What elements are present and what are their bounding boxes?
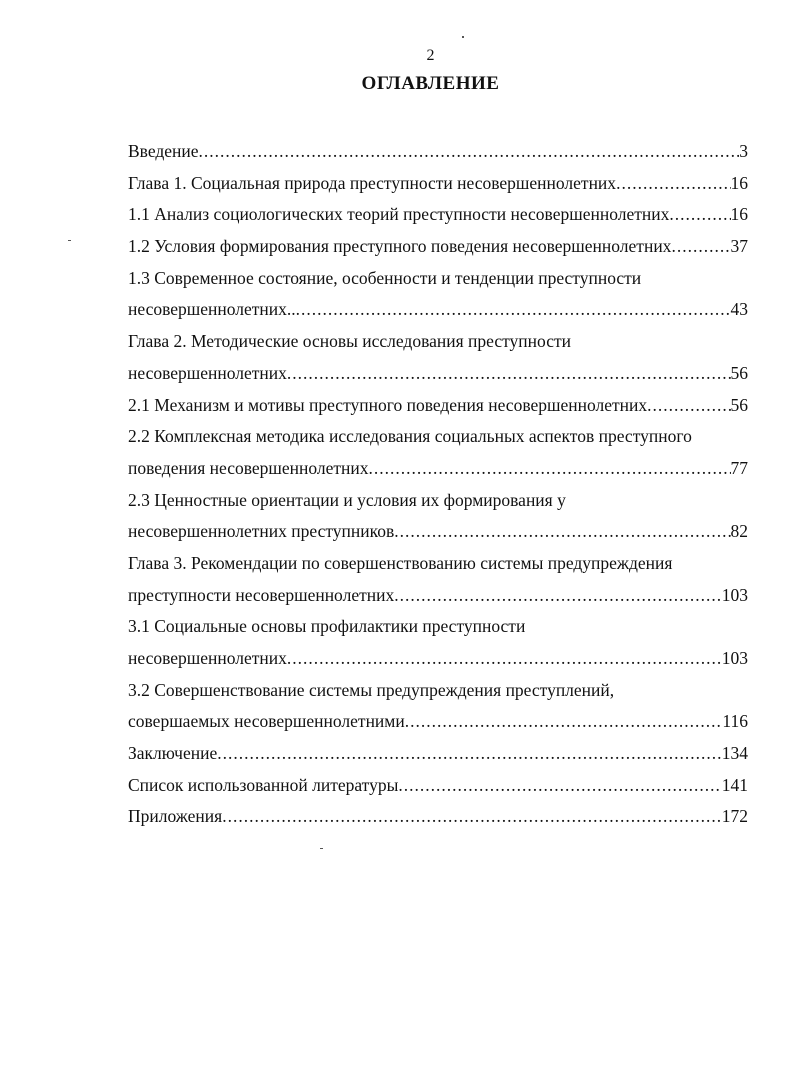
toc-entry-label: Глава 1. Социальная природа преступности несовершеннолетних [128,172,617,193]
dot-leader [394,580,722,612]
toc-entry-section-3-2 [128,706,748,738]
toc-entry-label: несовершеннолетних.. [128,299,296,320]
toc-entry-title-line: 2.3 Ценностные ориентации и условия их формирования у [128,489,566,510]
toc-entry-label: Введение [128,141,199,161]
toc-page-number: 37 [730,236,748,257]
toc-page-number: 103 [721,648,748,668]
dot-leader [287,643,722,675]
toc-entry-section-1-2 [128,231,748,263]
toc-entry-label: совершаемых несовершеннолетними [128,711,405,732]
toc-entry-label: Приложения [128,806,223,827]
toc-entry-label: преступности несовершеннолетних [128,584,395,605]
toc-entry-chapter-3 [128,580,748,612]
scan-speck [320,848,323,849]
toc-entry-section-1-1 [128,199,748,231]
toc-page-number: 16 [730,172,748,193]
toc-entry-conclusion [128,738,748,770]
toc-page-number: 56 [730,362,748,383]
toc-entry-title-line: 2.2 Комплексная методика исследования социальных аспектов преступного [128,426,692,447]
dot-leader [287,358,731,390]
toc-entry-label: поведения несовершеннолетних [128,457,369,478]
toc-entry-label: Заключение [128,743,218,764]
toc-entry-label: 2.1 Механизм и мотивы преступного поведения несовершеннолетних [128,394,648,415]
toc-entry-section-1-3 [128,294,748,326]
toc-entry-appendices [128,801,748,833]
toc-page-number: 3 [739,141,748,161]
dot-leader [671,231,730,263]
toc-entry-section-3-1 [128,643,748,675]
page-title: ОГЛАВЛЕНИЕ [361,73,500,94]
toc-entry-label: 1.2 Условия формирования преступного поведения несовершеннолетних [128,236,672,257]
dot-leader [398,770,721,802]
toc-page-number: 172 [721,806,748,827]
toc-page-number: 56 [730,394,748,415]
toc-entry-label: несовершеннолетних [128,648,287,668]
toc-page-number: 134 [721,743,748,764]
dot-leader [669,199,730,231]
toc-entry-bibliography [128,770,748,802]
toc-page-number: 141 [721,774,748,795]
table-of-contents [128,136,748,833]
dot-leader [394,516,730,548]
toc-page-number: 116 [722,711,748,732]
toc-entry-label: Список использованной литературы [128,774,399,795]
dot-leader [405,706,723,738]
dot-leader [616,168,730,200]
toc-page-number: 77 [730,457,748,478]
toc-entry-section-2-3 [128,516,748,548]
scan-speck [462,36,464,38]
toc-page-number: 82 [730,521,748,542]
dot-leader [222,801,722,833]
toc-page-number: 43 [730,299,748,320]
toc-entry-chapter-2 [128,358,748,390]
dot-leader [199,136,740,168]
toc-page-number: 16 [730,204,748,225]
toc-entry-title-line: Глава 3. Рекомендации по совершенствованию системы предупреждения [128,552,673,573]
dot-leader [217,738,722,770]
toc-entry-label: 1.1 Анализ социологических теорий преступности несовершеннолетних [128,204,670,225]
dot-leader [369,453,731,485]
toc-entry-title-line: 1.3 Современное состояние, особенности и тенденции преступности [128,267,642,288]
toc-entry-label: несовершеннолетних преступников [128,521,395,542]
toc-entry-label: несовершеннолетних [128,362,287,383]
toc-entry-title-line: Глава 2. Методические основы исследования преступности [128,331,571,352]
toc-entry-title-line: 3.2 Совершенствование системы предупреждения преступлений, [128,679,615,700]
toc-entry-introduction [128,136,748,168]
toc-entry-section-2-2 [128,453,748,485]
toc-entry-section-2-1 [128,390,748,422]
dot-leader [296,294,731,326]
scan-speck [68,240,71,241]
dot-leader [647,390,730,422]
toc-entry-title-line: 3.1 Социальные основы профилактики преступности [128,616,526,637]
toc-entry-chapter-1 [128,168,748,200]
page-number: 2 [426,47,435,64]
toc-page-number: 103 [721,584,748,605]
